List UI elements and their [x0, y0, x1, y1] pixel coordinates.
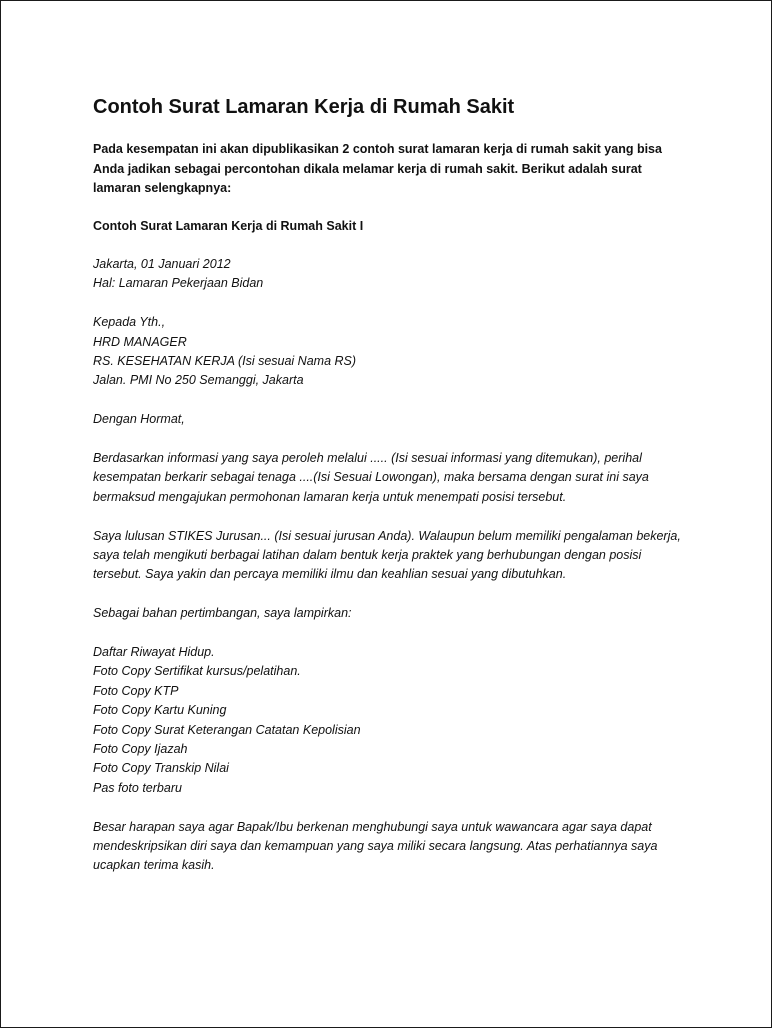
greeting: Dengan Hormat, [93, 412, 185, 427]
recipient-line: Kepada Yth., [93, 315, 166, 330]
attachment-item: Foto Copy Kartu Kuning [93, 703, 227, 718]
recipient-block [93, 313, 693, 391]
letter-closing: Besar harapan saya agar Bapak/Ibu berkenan menghubungi saya untuk wawancara agar saya dapat mendeskripsikan diri saya dan kemampuan yang saya miliki secara langsung. Atas perhatiannya saya ucapkan terima kasih. [93, 819, 658, 873]
page-title: Contoh Surat Lamaran Kerja di Rumah Sakit [93, 96, 515, 118]
attachment-item: Pas foto terbaru [93, 780, 182, 795]
attachments-intro: Sebagai bahan pertimbangan, saya lampirkan: [93, 606, 352, 621]
letter-paragraph-2: Saya lulusan STIKES Jurusan... (Isi sesuai jurusan Anda). Walaupun belum memiliki pengalaman bekerja, saya telah mengikuti berbagai latihan dalam bentuk kerja praktek yang berhubungan dengan posisi tersebut. Saya yakin dan percaya memiliki ilmu dan keahlian sesuai yang dibutuhkan. [93, 528, 681, 582]
closing-block [93, 818, 693, 876]
attachment-item: Foto Copy KTP [93, 683, 179, 698]
letter-body [93, 255, 693, 876]
letter-date: Jakarta, 01 Januari 2012 [93, 257, 231, 271]
attachment-item: Foto Copy Surat Keterangan Catatan Kepolisian [93, 722, 361, 737]
letter-heading: Contoh Surat Lamaran Kerja di Rumah Sakit I [93, 218, 364, 233]
attachment-item: Foto Copy Ijazah [93, 742, 188, 757]
attachments-intro-block [93, 604, 693, 623]
recipient-line: RS. KESEHATAN KERJA (Isi sesuai Nama RS) [93, 354, 357, 369]
attachment-item: Foto Copy Transkip Nilai [93, 761, 229, 776]
attachment-item: Foto Copy Sertifikat kursus/pelatihan. [93, 664, 301, 679]
attachment-item: Daftar Riwayat Hidup. [93, 645, 215, 660]
intro-paragraph: Pada kesempatan ini akan dipublikasikan 2 contoh surat lamaran kerja di rumah sakit yang bisa Anda jadikan sebagai percontohan dikala melamar kerja di rumah sakit. Berikut adalah surat lamaran selengkapnya: [93, 142, 662, 195]
greeting-block [93, 410, 693, 429]
paragraph-1-block [93, 449, 693, 507]
recipient-line: HRD MANAGER [93, 334, 187, 349]
paragraph-2-block [93, 527, 693, 585]
letter-subject: Hal: Lamaran Pekerjaan Bidan [93, 276, 264, 291]
letter-paragraph-1: Berdasarkan informasi yang saya peroleh melalui ..... (Isi sesuai informasi yang ditemukan), perihal kesempatan berkarir sebagai tenaga ....(Isi Sesuai Lowongan), maka bersama dengan surat ini saya bermaksud mengajukan permohonan lamaran kerja untuk menempati posisi tersebut. [93, 451, 649, 504]
letter-header-block [93, 255, 693, 294]
recipient-line: Jalan. PMI No 250 Semanggi, Jakarta [93, 373, 304, 388]
document-content [93, 95, 693, 876]
attachments-list [93, 643, 693, 798]
